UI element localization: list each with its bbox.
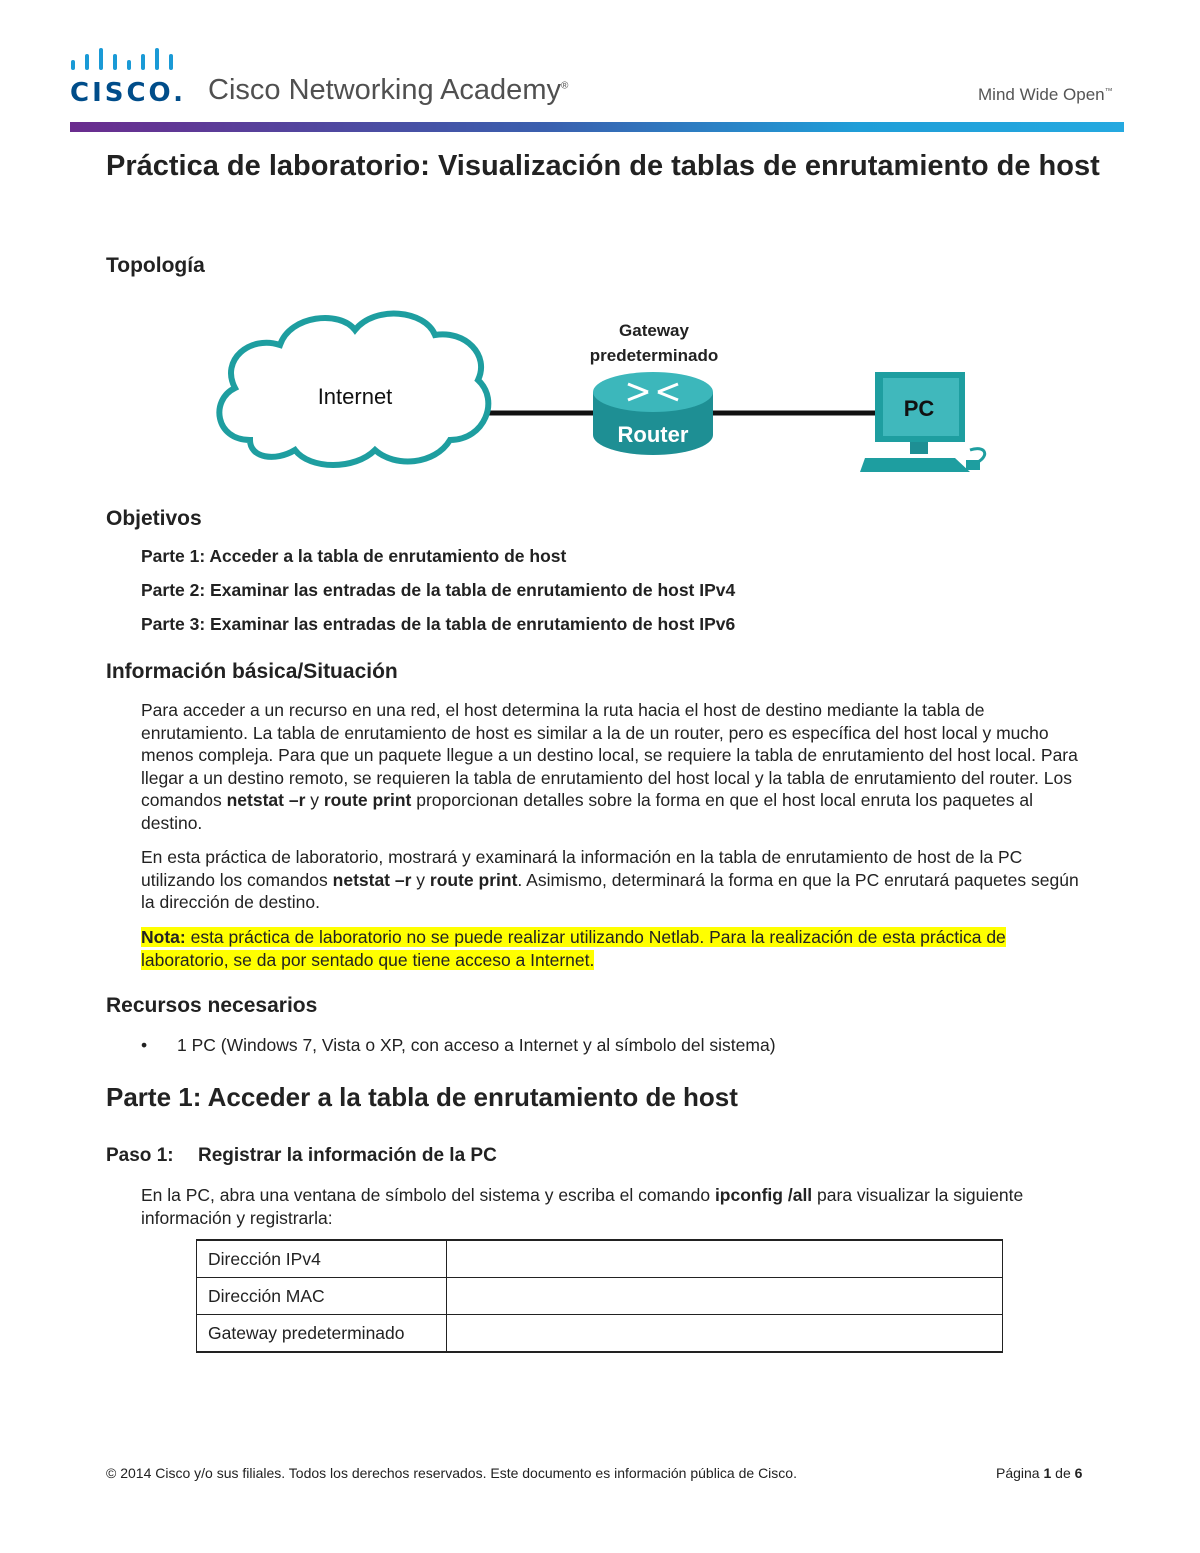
objective-item: Parte 2: Examinar las entradas de la tabla de enrutamiento de host IPv4 (141, 580, 736, 600)
academy-name: Cisco Networking Academy® (208, 74, 569, 106)
header-gradient-bar (70, 122, 1124, 132)
row-value-input[interactable] (447, 1315, 1003, 1353)
table-row (197, 1240, 1003, 1278)
page-title: Práctica de laboratorio: Visualización de tablas de enrutamiento de host (106, 150, 1100, 182)
gateway-label-2: predeterminado (589, 346, 719, 365)
row-label: Gateway predeterminado (197, 1315, 447, 1353)
step1-heading: Paso 1: Registrar la información de la PC (106, 1145, 497, 1166)
parte1-heading: Parte 1: Acceder a la tabla de enrutamiento de host (106, 1082, 738, 1112)
topologia-heading: Topología (106, 254, 205, 277)
row-label: Dirección MAC (197, 1278, 447, 1315)
recursos-heading: Recursos necesarios (106, 994, 318, 1017)
cisco-logo-text: CISCO. (70, 78, 186, 108)
table-row (197, 1315, 1003, 1353)
info-heading: Información básica/Situación (106, 660, 398, 683)
router-label: Router (617, 422, 689, 447)
step1-text: En la PC, abra una ventana de símbolo del sistema y escriba el comando ipconfig /all para visualizar la siguiente información y registrarla: (141, 1185, 1024, 1228)
footer-copyright: © 2014 Cisco y/o sus filiales. Todos los derechos reservados. Este documento es información pública de Cisco. (106, 1465, 797, 1481)
resource-item: • 1 PC (Windows 7, Vista o XP, con acceso a Internet y al símbolo del sistema) (141, 1035, 776, 1055)
pc-info-table (196, 1239, 1003, 1353)
gateway-label-1: Gateway (619, 321, 689, 340)
info-paragraph-1: Para acceder a un recurso en una red, el host determina la ruta hacia el host de destino mediante la tabla de enrutamiento. La tabla de enrutamiento de host es similar a la de un router, pero es específica del host local y mucho menos compleja. Para que un paquete llegue a un destino local, se requiere la tabla de enrutamiento del host local. Para llegar a un destino remoto, se requieren la tabla de enrutamiento del host local y la tabla de enrutamiento del router. Los comandos netstat –r y route print proporcionan detalles sobre la forma en que el host local enruta los paquetes al destino. (141, 700, 1078, 833)
table-row (197, 1278, 1003, 1315)
tagline: Mind Wide Open™ (978, 85, 1113, 104)
objetivos-heading: Objetivos (106, 507, 202, 530)
objective-item: Parte 1: Acceder a la tabla de enrutamiento de host (141, 546, 567, 566)
topology-diagram (210, 300, 1010, 485)
pc-icon (860, 372, 985, 472)
row-value-input[interactable] (447, 1278, 1003, 1315)
objective-item: Parte 3: Examinar las entradas de la tabla de enrutamiento de host IPv6 (141, 614, 736, 634)
info-paragraph-2: En esta práctica de laboratorio, mostrará y examinará la información en la tabla de enrutamiento de host de la PC utilizando los comandos netstat –r y route print. Asimismo, determinará la forma en que la PC enrutará paquetes según la dirección de destino. (141, 847, 1079, 912)
row-value-input[interactable] (447, 1240, 1003, 1278)
cloud-label: Internet (317, 384, 393, 409)
cisco-bars-icon (70, 46, 178, 76)
row-label: Dirección IPv4 (197, 1240, 447, 1278)
page-number: Página 1 de 6 (996, 1465, 1083, 1481)
pc-label: PC (903, 396, 935, 421)
note-paragraph: Nota: esta práctica de laboratorio no se puede realizar utilizando Netlab. Para la realización de esta práctica de laboratorio, se da por sentado que tiene acceso a Internet. (141, 927, 1006, 970)
